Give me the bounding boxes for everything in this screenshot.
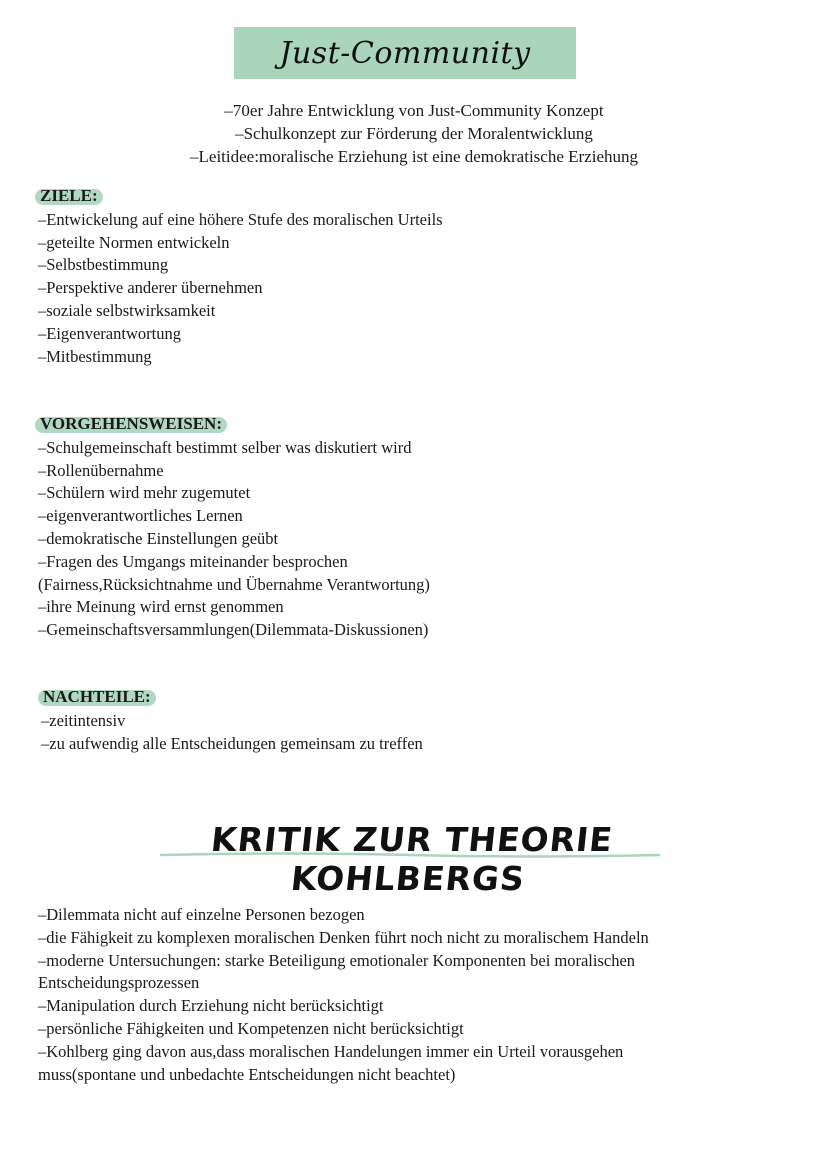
list-item: –Manipulation durch Erziehung nicht berücksichtigt [38, 996, 384, 1016]
ziele-section [38, 185, 443, 368]
list-item: –Perspektive anderer übernehmen [38, 278, 263, 298]
list-item: –demokratische Einstellungen geübt [38, 528, 279, 548]
ziele-heading: ZIELE: [38, 185, 100, 208]
nachteile-section [41, 686, 423, 755]
list-item: –zeitintensiv [41, 710, 126, 730]
intro-line: –Schulkonzept zur Förderung der Moralentwicklung [235, 124, 593, 143]
vorgehen-heading: VORGEHENSWEISEN: [38, 413, 224, 436]
list-item: –Mitbestimmung [38, 346, 152, 366]
list-item: –Entwickelung auf eine höhere Stufe des moralischen Urteils [38, 209, 443, 229]
list-item: –ihre Meinung wird ernst genommen [38, 597, 284, 617]
list-item: –Dilemmata nicht auf einzelne Personen bezogen [38, 905, 365, 924]
list-item: –Schülern wird mehr zugemutet [38, 483, 251, 503]
intro-block [0, 99, 828, 168]
list-item: –Rollenübernahme [38, 460, 164, 480]
list-item: –Fragen des Umgangs miteinander besprochen [38, 551, 348, 571]
list-item: –persönliche Fähigkeiten und Kompetenzen nicht berücksichtigt [38, 1018, 464, 1038]
intro-line: –70er Jahre Entwicklung von Just-Community Konzept [224, 101, 604, 120]
list-item: muss(spontane und unbedachte Entscheidungen nicht beachtet) [38, 1064, 456, 1084]
kritik-title: KRITIK ZUR THEORIE KOHLBERGS [209, 820, 615, 898]
kritik-section [38, 904, 798, 1086]
list-item: –soziale selbstwirksamkeit [38, 300, 216, 320]
nachteile-heading: NACHTEILE: [41, 686, 153, 709]
title-banner [234, 27, 576, 79]
page-title: Just-Community [279, 35, 531, 71]
list-item: –Schulgemeinschaft bestimmt selber was diskutiert wird [38, 437, 412, 457]
vorgehen-section [38, 413, 430, 642]
intro-line: –Leitidee:moralische Erziehung ist eine demokratische Erziehung [190, 147, 638, 166]
list-item: –Kohlberg ging davon aus,dass moralischen Handelungen immer ein Urteil vorausgehen [38, 1041, 624, 1061]
list-item: Entscheidungsprozessen [38, 973, 200, 993]
list-item: –eigenverantwortliches Lernen [38, 506, 243, 526]
list-item: –zu aufwendig alle Entscheidungen gemeinsam zu treffen [41, 733, 423, 753]
list-item: (Fairness,Rücksichtnahme und Übernahme Verantwortung) [38, 574, 430, 594]
list-item: –Gemeinschaftsversammlungen(Dilemmata-Diskussionen) [38, 620, 429, 640]
list-item: –Eigenverantwortung [38, 323, 181, 343]
list-item: –moderne Untersuchungen: starke Beteiligung emotionaler Komponenten bei moralischen [38, 950, 636, 970]
list-item: –die Fähigkeit zu komplexen moralischen Denken führt noch nicht zu moralischem Handeln [38, 927, 649, 947]
list-item: –geteilte Normen entwickeln [38, 232, 230, 252]
list-item: –Selbstbestimmung [38, 255, 169, 275]
